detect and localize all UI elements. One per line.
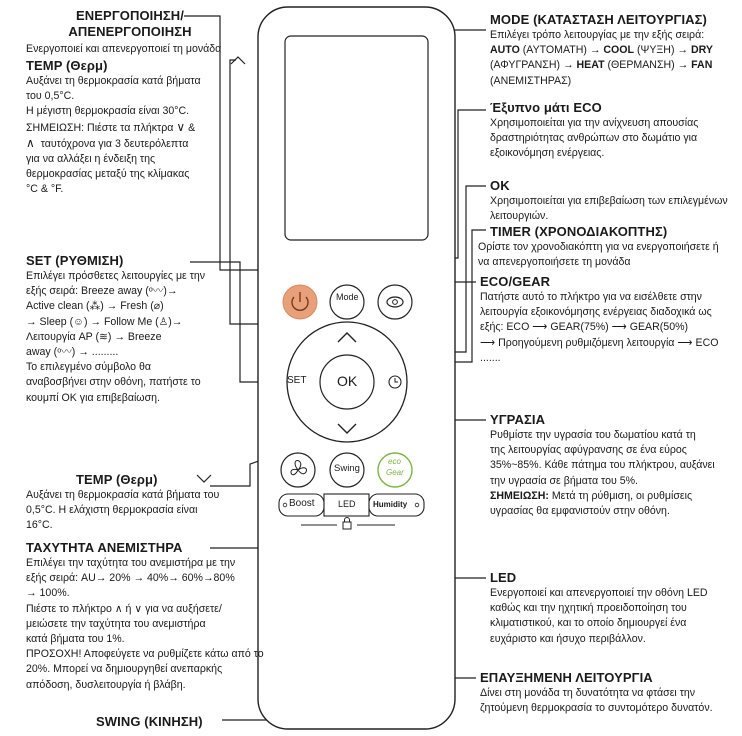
led-section [490,570,740,647]
humidity-line-4: την υγρασία σε βήματα του 5%. [490,474,638,487]
temp-up-section [26,58,246,198]
eco-eye-line-3: εξοικονόμηση ενέργειας. [490,147,605,160]
swing-label: Swing [334,463,360,474]
led-line-4: ευχάριστο και ήσυχο περιβάλλον. [490,632,646,645]
humidity-line-6: υγρασίας θα εμφανιστούν στην οθόνη. [490,505,670,518]
fan-title: ΤΑΧΥΤΗΤΑ ΑΝΕΜΙΣΤΗΡΑ [26,540,183,555]
timer-line-1: Ορίστε τον χρονοδιακόπτη για να ενεργοποιήσετε ή [478,241,719,253]
temp-up-line-8: °C & °F. [26,183,64,196]
temp-up-line-4: ΣΗΜΕΙΩΣΗ: Πιέστε τα πλήκτρα ∨ & [26,119,196,134]
led-title: LED [490,570,517,585]
set-line-8: αναβοσβήνει στην οθόνη, πατήστε το [26,376,201,389]
set-line-6: away (ᵒ〰) → ......... [26,346,119,359]
temp-down-section [26,472,246,534]
mode-label: Mode [336,292,359,302]
temp-down-title: TEMP (Θερμ) [76,472,158,487]
boost-section [480,670,740,716]
humidity-section [490,412,740,519]
fan-line-3: → 100%. [26,587,70,600]
boost-line-1: Δίνει στη μονάδα τη δυνατότητα να φτάσει την [480,687,696,699]
ok-line-2: λειτουργιών. [490,210,549,223]
timer-line-2: να απενεργοποιήσετε τη μονάδα [478,256,631,269]
breeze-icon-2: ᵒ〰 [57,346,72,359]
mode-section [490,12,740,89]
ok-section [490,178,740,224]
led-label: LED [338,499,356,509]
boost-title: ΕΠΑΥΞΗΜΕΝΗ ΛΕΙΤΟΥΡΓΙΑ [480,670,653,685]
humidity-line-5: ΣΗΜΕΙΩΣΗ: Μετά τη ρύθμιση, οι ρυθμίσεις [490,489,693,502]
ok-label: OK [337,373,358,389]
leaf-icon: ⌀ [153,300,161,313]
set-title: SET (ΡΥΘΜΙΣΗ) [26,253,124,268]
power-title-1: ΕΝΕΡΓΟΠΟΙΗΣΗ/ [76,8,184,23]
set-line-9: κουμπί OK για επιβεβαίωση. [26,391,160,404]
temp-down-line-1: Αυξάνει τη θερμοκρασία κατά βήματα του [26,489,220,501]
fan-line-9: απόδοση, δυσλειτουργία ή βλάβη. [26,678,186,691]
set-section [26,253,246,406]
fan-line-4: Πιέστε το πλήκτρο ∧ ή ∨ για να αυξήσετε/ [26,602,222,615]
sleep-icon: ☺ [73,315,84,328]
mode-line-2: AUTO (ΑΥΤΟΜΑΤΗ) → COOL (ΨΥΞΗ) → DRY [490,44,713,57]
power-title-2: ΑΠΕΝΕΡΓΟΠΟΙΗΣΗ [68,24,192,39]
fan-line-7: ΠΡΟΣΟΧΗ! Αποφεύγετε να ρυθμίζετε κάτω από το [26,648,264,661]
set-line-3: Active clean (⁂) → Fresh (⌀) [26,300,164,313]
fan-line-6: κατά βήματα του 1%. [26,633,125,646]
person-icon: ♙ [158,315,169,328]
led-line-1: Ενεργοποιεί και απενεργοποιεί την οθόνη LED [490,587,708,599]
timer-title: TIMER (ΧΡΟΝΟΔΙΑΚΟΠΤΗΣ) [490,224,668,239]
eco-gear-section [480,274,740,366]
remote-control [257,6,456,730]
temp-down-line-2: 0,5°C. Η ελάχιστη θερμοκρασία είναι [26,504,198,517]
led-line-3: κλιματιστικού, και το οποίο δημιουργεί ένα [490,617,687,630]
temp-up-line-6: για να αλλάξει η ένδειξη της [26,153,156,166]
timer-section [478,224,740,270]
eco-gear-line-5: ....... [480,351,501,364]
temp-up-line-5: ∧ ταυτόχρονα για 3 δευτερόλεπτα [26,135,189,150]
eco-label: eco [388,457,401,466]
eco-gear-line-2: λειτουργία εξοικονόμησης ενέργειας διαδοχικά ως [480,306,712,319]
temp-up-title: TEMP (Θερμ) [26,58,108,73]
set-line-2: εξής σειρά: Breeze away (ᵒ〰)→ [26,285,178,298]
power-desc: Ενεργοποιεί και απενεργοποιεί τη μονάδα [26,43,222,55]
swing-title: SWING (ΚΙΝΗΣΗ) [96,714,203,729]
temp-up-line-1: Αυξάνει τη θερμοκρασία κατά βήματα [26,75,201,87]
mode-line-1: Επιλέγει τρόπο λειτουργίας με την εξής σειρά: [490,29,705,41]
eco-gear-line-1: Πατήστε αυτό το πλήκτρο για να εισέλθετε στην [480,291,702,303]
mode-title: MODE (ΚΑΤΑΣΤΑΣΗ ΛΕΙΤΟΥΡΓΙΑΣ) [490,12,707,27]
wifi-icon: ≋ [99,330,108,343]
humidity-label: Humidity [373,500,408,509]
set-line-4: → Sleep (☺) → Follow Me (♙)→ [26,315,183,328]
temp-up-line-7: θερμοκρασίας μεταξύ της κλίμακας [26,168,190,181]
set-label: SET [287,375,307,386]
humidity-line-3: 35%~85%. Κάθε πάτημα του πλήκτρου, αυξάνει [490,459,715,472]
eco-eye-button[interactable] [378,285,412,319]
set-line-1: Επιλέγει πρόσθετες λειτουργίες με την [26,270,206,282]
set-line-7: Το επιλεγμένο σύμβολο θα [26,361,152,374]
temp-up-line-2: του 0,5°C. [26,90,75,103]
humidity-line-2: της λειτουργίας αφύγρανσης σε ένα εύρος [490,444,687,457]
humidity-line-1: Ρυθμίστε την υγρασία του δωματίου κατά τη [490,429,696,441]
humidity-title: ΥΓΡΑΣΙΑ [490,412,546,427]
gear-label: Gear [386,468,404,477]
fan-line-8: 20%. Μπορεί να δημιουργηθεί ανεπαρκής [26,663,223,676]
eco-gear-line-3: εξής: ECO ⟶ GEAR(75%) ⟶ GEAR(50%) [480,321,689,334]
fan-section [26,540,266,693]
eco-eye-title: Έξυπνο μάτι ECO [490,100,602,115]
ok-line-1: Χρησιμοποιείται για επιβεβαίωση των επιλεγμένων [490,195,728,207]
temp-up-line-3: Η μέγιστη θερμοκρασία είναι 30°C. [26,105,190,118]
boost-label: Boost [289,498,315,509]
mode-button[interactable] [330,285,364,319]
eco-gear-line-4: ⟶ Προηγούμενη ρυθμιζόμενη λειτουργία ⟶ ECO [480,336,719,349]
remote-display [285,36,428,240]
fan-line-5: μειώσετε την ταχύτητα του ανεμιστήρα [26,617,206,630]
eco-eye-line-1: Χρησιμοποιείται για την ανίχνευση απουσίας [490,117,699,129]
led-line-2: καθώς και την ηχητική προειδοποίηση του [490,602,687,615]
temp-down-line-3: 16°C. [26,519,53,532]
fan-line-2: εξής σειρά: AU→ 20% → 40%→ 60%→80% [26,572,235,585]
ok-title: OK [490,178,510,193]
set-line-5: Λειτουργία AP (≋) → Breeze [26,330,162,343]
mode-line-3: (ΑΦΥΓΡΑΝΣΗ) → HEAT (ΘΕΡΜΑΝΣΗ) → FAN [490,59,713,72]
eco-eye-line-2: δραστηριότητας ανθρώπων στο δωμάτιο για [490,132,698,145]
eco-eye-section [490,100,740,162]
power-section [30,8,230,40]
boost-line-2: ζητούμενη θερμοκρασία το συντομότερο δυνατόν. [480,702,713,715]
clean-icon: ⁂ [89,300,101,313]
eco-gear-title: ECO/GEAR [480,274,551,289]
breeze-icon: ᵒ〰 [148,285,164,298]
swing-section [96,714,256,730]
fan-line-1: Επιλέγει την ταχύτητα του ανεμιστήρα με την [26,557,236,569]
mode-line-4: (ΑΝΕΜΙΣΤΗΡΑΣ) [490,74,572,87]
